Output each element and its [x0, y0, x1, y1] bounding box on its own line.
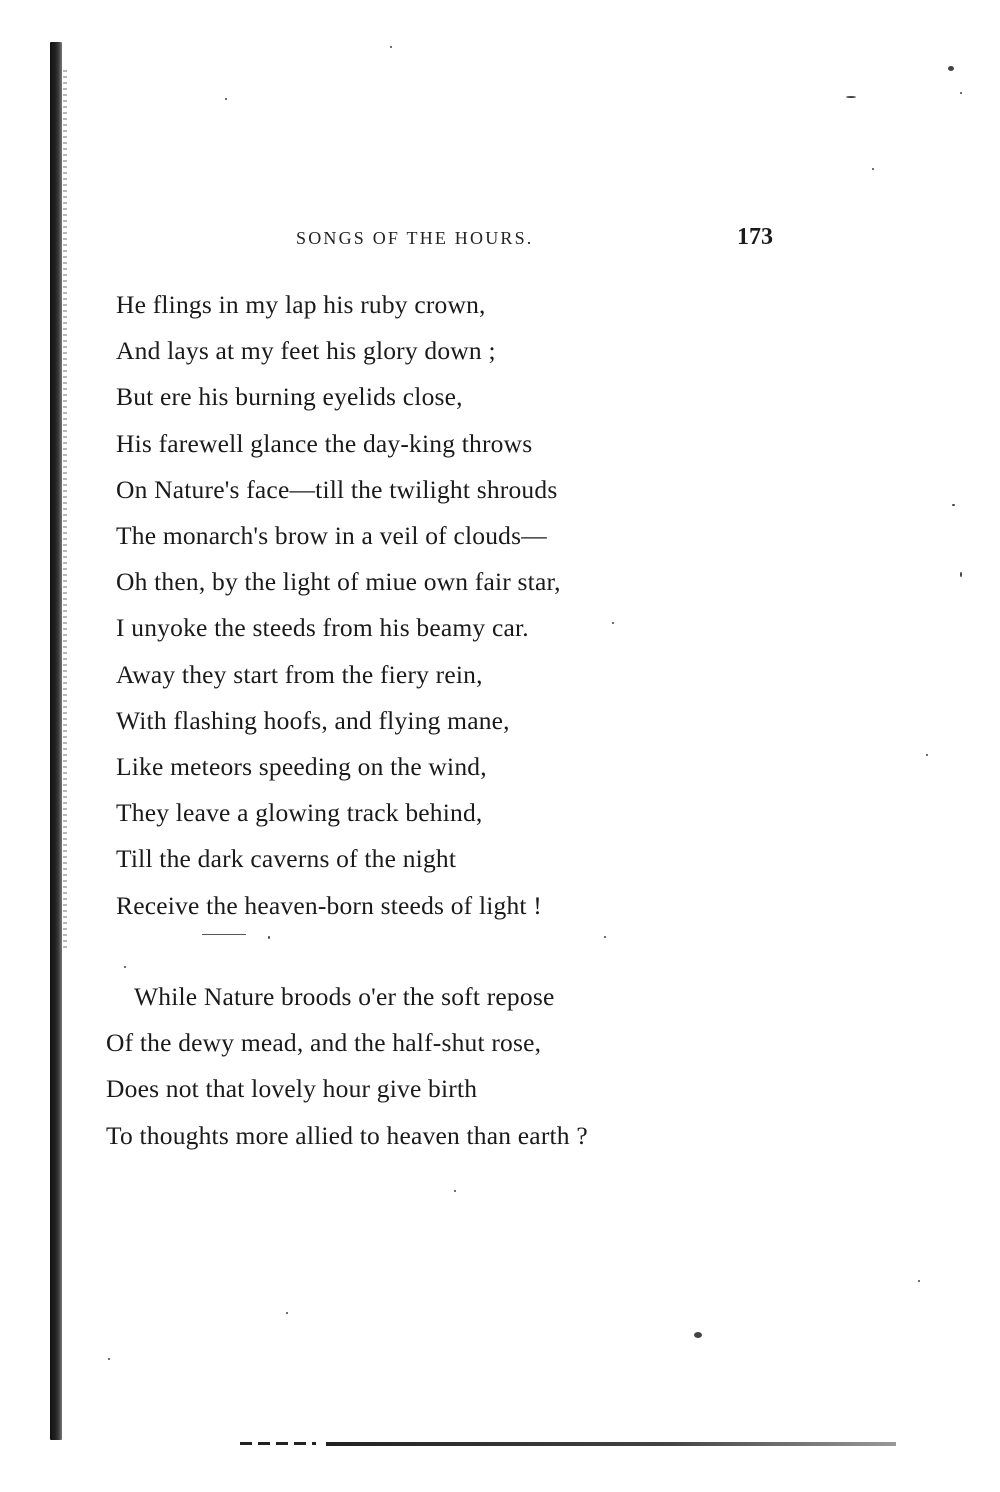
- page-number: 173: [737, 224, 773, 250]
- running-title: SONGS OF THE HOURS.: [296, 228, 534, 248]
- bottom-rule: [326, 1442, 896, 1446]
- scan-speck: [948, 66, 954, 71]
- poem-line: With flashing hoofs, and flying mane,: [116, 705, 510, 735]
- scan-speck: [960, 572, 962, 577]
- poem-line: To thoughts more allied to heaven than earth ?: [106, 1120, 588, 1150]
- poem-line: While Nature broods o'er the soft repose: [134, 982, 555, 1011]
- poem-line: The monarch's brow in a veil of clouds—: [116, 521, 547, 551]
- poem-line: I unyoke the steeds from his beamy car.: [116, 613, 529, 643]
- scan-speck: [286, 1312, 288, 1314]
- scan-speck: [108, 1358, 110, 1360]
- poem-line: Like meteors speeding on the wind,: [116, 752, 487, 782]
- scan-speck: [872, 168, 874, 170]
- scan-speck: [960, 92, 962, 94]
- poem-line: But ere his burning eyelids close,: [116, 382, 463, 412]
- scan-speck: [454, 1190, 456, 1192]
- scan-speck: [225, 98, 227, 100]
- scan-speck: [926, 754, 928, 756]
- poem-line: Does not that lovely hour give birth: [106, 1074, 478, 1104]
- poem-line: Till the dark caverns of the night: [116, 844, 457, 874]
- scan-speck: [604, 936, 606, 938]
- poem-line: They leave a glowing track behind,: [116, 798, 483, 828]
- poem-line: And lays at my feet his glory down ;: [116, 336, 496, 366]
- bottom-rule-dashes: [240, 1442, 316, 1445]
- poem-line: Receive the heaven-born steeds of light !: [116, 890, 542, 920]
- poem-stanza-1: [116, 282, 561, 929]
- page-binding-edge: [50, 42, 62, 1440]
- poem-line: Away they start from the fiery rein,: [116, 659, 483, 689]
- poem-line: Oh then, by the light of miue own fair star,: [116, 567, 561, 597]
- scan-speck: [952, 504, 955, 506]
- page-binding-texture: [63, 70, 67, 950]
- scan-speck: [694, 1332, 702, 1338]
- scan-speck: [846, 96, 856, 98]
- poem-line: His farewell glance the day-king throws: [116, 428, 533, 458]
- scan-speck: [918, 1280, 920, 1282]
- poem-stanza-2: [106, 974, 588, 1159]
- poem-line: On Nature's face—till the twilight shrouds: [116, 474, 558, 504]
- scan-speck: [268, 936, 270, 939]
- scan-speck: [390, 46, 392, 48]
- stanza-divider: [202, 934, 246, 935]
- scan-speck: [612, 622, 614, 624]
- scan-speck: [124, 966, 126, 968]
- poem-line: He flings in my lap his ruby crown,: [116, 290, 486, 319]
- poem-line: Of the dewy mead, and the half-shut rose,: [106, 1028, 542, 1058]
